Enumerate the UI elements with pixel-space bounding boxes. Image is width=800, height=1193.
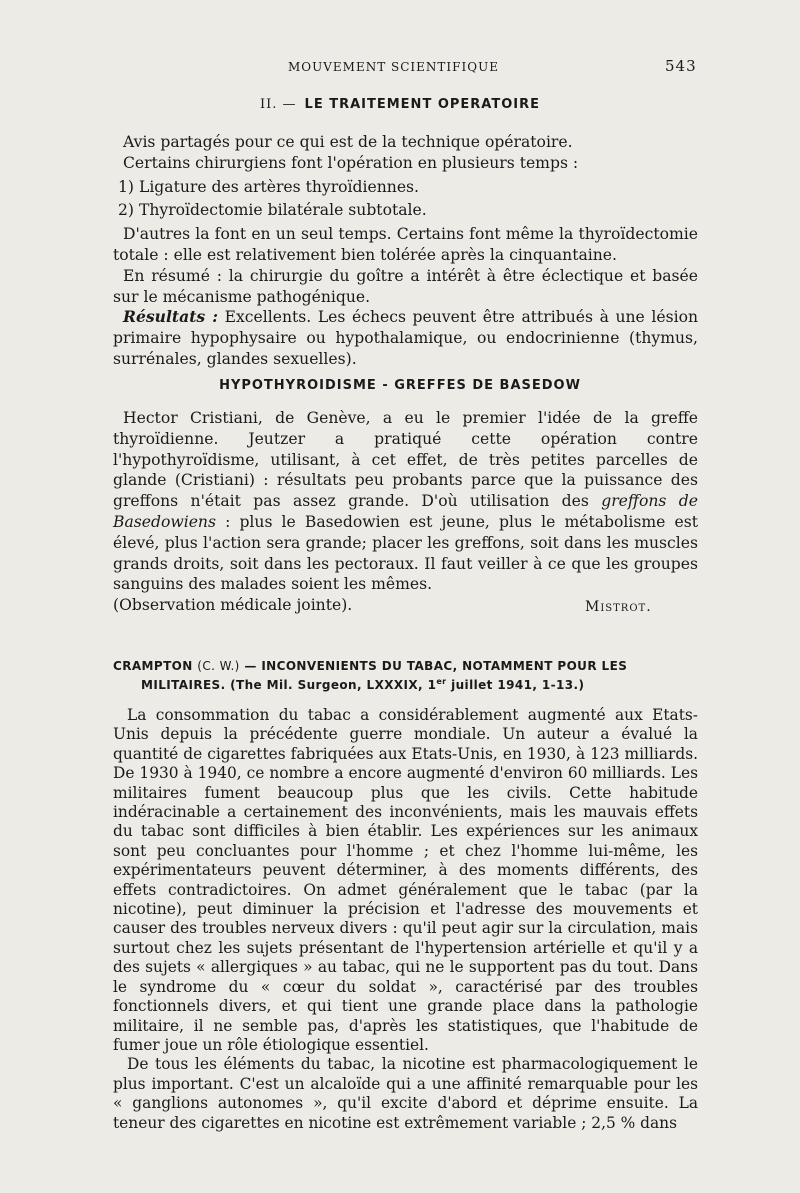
article-paragraph-2: De tous les éléments du tabac, la nicotine est pharmacologiquement le plus important. C'est un alcaloïde qui a une affinité remarquable pour les « ganglions autonomes », qu'il excite d'abord et déprime ensuite. La teneur des cigarettes en nicotine est extrêmement variable ; 2,5 % dans — [113, 1055, 698, 1132]
article-paragraph-1: La consommation du tabac a considérablement augmenté aux Etats-Unis depuis la précédente guerre mondiale. Un auteur a évalué la quantité de cigarettes fabriquées aux Etats-Unis, en 1930, à 123 milliards. De 1930 à 1940, ce nombre a encore augmenté d'environ 60 milliards. Les militaires fument beaucoup plus que les civils. Cette habitude indéracinable a certainement des inconvénients, mais les mauvais effets du tabac sont difficiles à bien établir. Les expériences sur les animaux sont peu concluantes pour l'homme ; et chez l'homme lui-même, les expérimentateurs peuvent déterminer, à des moments différents, des effets contradictoires. On admet généralement que le tabac (par la nicotine), peut diminuer la précision et l'adresse des mouvements et causer des troubles nerveux divers : qu'il peut agir sur la circulation, mais surtout chez les sujets présentant de l'hypertension artérielle et qu'il y a des sujets « allergiques » au tabac, qui ne le supportent pas du tout. Dans le syndrome du « cœur du soldat », caractérisé par des troubles fonctionnels divers, et qui tient une grande place dans la pathologie militaire, il ne semble pas, d'après les statistiques, que l'habitude de fumer joue un rôle étiologique essentiel. — [113, 706, 698, 1054]
paragraph-resume: En résumé : la chirurgie du goître a intérêt à être éclectique et basée sur le mécanisme pathogénique. — [113, 266, 698, 306]
cristiani-text-pre: Hector Cristiani, de Genève, a eu le premier l'idée de la greffe thyroïdienne. Jeutzer a pratiqué cette opération contre l'hypothyroïdisme, utilisant, à cet effet, de très petites parcelles de glande (Cristiani) : résultats peu probants parce que la puissance des greffons n'était pas assez grande. D'où utilisation des — [113, 409, 698, 511]
paragraph-resultats — [113, 307, 698, 369]
article-body — [113, 706, 698, 1133]
article-source-journal: (The Mil. Surgeon, LXXXIX, — [230, 678, 424, 692]
article-title-line2: MILITAIRES. — [141, 678, 226, 692]
article-title-line2-wrap — [113, 674, 698, 693]
resultats-label: Résultats : — [123, 307, 219, 327]
cristiani-text-italic: greffons de Basedowiens — [113, 492, 698, 531]
observation-note: (Observation médicale jointe). — [113, 596, 353, 615]
running-head-title: MOUVEMENT SCIENTIFIQUE — [288, 60, 499, 74]
paragraph-certains: Certains chirurgiens font l'opération en plusieurs temps : — [123, 153, 579, 172]
resultats-text: Excellents. Les échecs peuvent être attribués à une lésion primaire hypophysaire ou hypothalamique, ou endocrinienne (thymus, surrénales, glandes sexuelles). — [113, 308, 698, 368]
article-initials: (C. W.) — [197, 659, 240, 673]
list-item-thyroidectomie: 2) Thyroïdectomie bilatérale subtotale. — [118, 201, 427, 220]
section-ii-roman: II. — — [259, 97, 297, 112]
article-author: CRAMPTON — [113, 659, 193, 673]
section-hypo-body — [113, 408, 698, 616]
signature: Mistrot. — [585, 599, 652, 615]
page-number: 543 — [665, 57, 697, 75]
section-hypo-title: HYPOTHYROIDISME - GREFFES DE BASEDOW — [219, 378, 581, 393]
section-ii-body — [113, 132, 698, 370]
article-source-sup: er — [436, 677, 447, 686]
article-source-rest: juillet 1941, 1-13.) — [451, 678, 585, 692]
paragraph-autres: D'autres la font en un seul temps. Certains font même la thyroïdectomie totale : elle est relativement bien tolérée après la cinquantaine. — [113, 225, 698, 264]
cristiani-text-post: : plus le Basedowien est jeune, plus le métabolisme est élevé, plus l'action sera grande; placer les greffons, soit dans les muscles grands droits, soit dans les pectoraux. Il faut veiller à ce que les groupes sanguins des malades soient les mêmes. — [113, 512, 698, 594]
article-heading — [113, 658, 698, 693]
section-ii-heading — [0, 97, 800, 112]
section-ii-title: LE TRAITEMENT OPERATOIRE — [304, 97, 541, 112]
paragraph-cristiani — [113, 408, 698, 595]
article-source-day: 1 — [427, 678, 437, 692]
paragraph-avis: Avis partagés pour ce qui est de la technique opératoire. — [123, 133, 573, 151]
list-item-ligature: 1) Ligature des artères thyroïdiennes. — [118, 177, 420, 196]
article-title-line1: — INCONVENIENTS DU TABAC, NOTAMMENT POUR LES — [244, 659, 628, 673]
